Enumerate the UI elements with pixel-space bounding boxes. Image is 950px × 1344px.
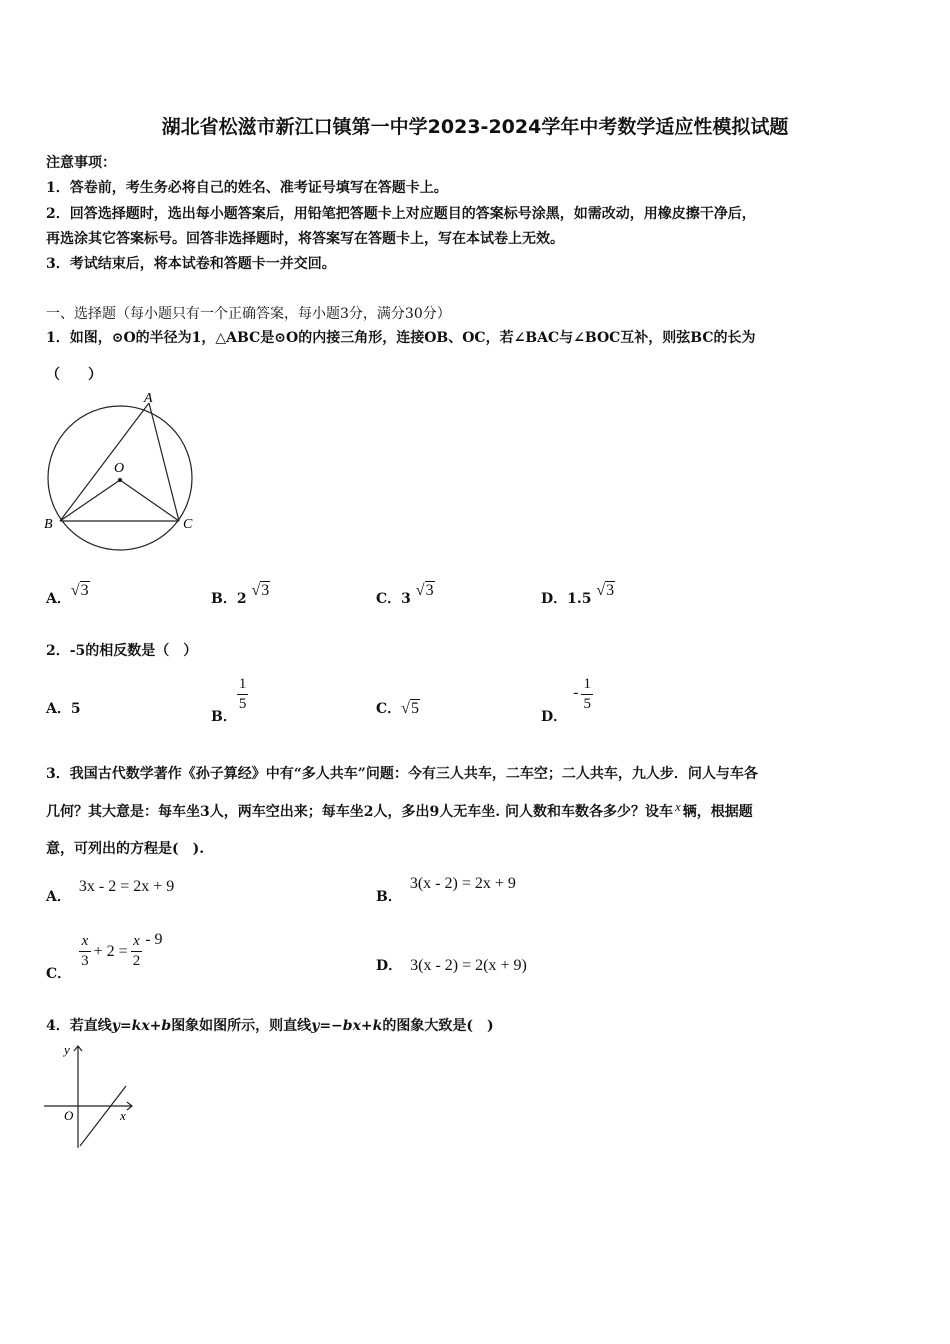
center-point — [118, 478, 122, 482]
notice-heading: 注意事项： — [46, 155, 116, 171]
q3-option-b[interactable]: B．3(x - 2) = 2x + 9 — [376, 875, 516, 905]
fraction-x-over-2: $\frac{x}{2}$ — [132, 933, 141, 969]
sqrt-3: √3 — [70, 582, 89, 599]
q3-option-c[interactable]: C． $\frac{x}{3}$ + 2 = $\frac{x}{2}$ - 9 — [46, 930, 163, 982]
q3-equation-a: 3x - 2 = 2x + 9 — [78, 878, 175, 895]
page-title: 湖北省松滋市新江口镇第一中学2023-2024学年中考数学适应性模拟试题 — [161, 116, 789, 138]
q1-option-b-label: B． — [211, 591, 237, 607]
q2-text: 2．-5的相反数是（ ） — [46, 643, 198, 659]
section-heading: 一、选择题（每小题只有一个正确答案，每小题3分，满分30分） — [46, 306, 451, 322]
q1-text: 1．如图，⊙O的半径为1，△ABC是⊙O的内接三角形，连接OB、OC，若∠BAC与∠BOC互补，则弦BC的长为 — [46, 330, 756, 346]
q2-option-a[interactable]: A．5 — [46, 701, 81, 717]
segment-ob — [60, 480, 120, 521]
q1-blank: （ ） — [46, 367, 102, 383]
label-o: O — [114, 461, 125, 476]
notice-item-1: 1．答卷前，考生务必将自己的姓名、准考证号填写在答题卡上。 — [46, 180, 448, 196]
notice-item-3: 3．考试结束后，将本试卷和答题卡一并交回。 — [46, 256, 336, 272]
fraction-x-over-3: $\frac{x}{3}$ — [81, 933, 89, 969]
q3-line-3: 意，可列出的方程是( ). — [46, 841, 205, 857]
q3-equation-b: 3(x - 2) = 2x + 9 — [409, 875, 516, 892]
sqrt-3: √3 — [596, 582, 615, 599]
label-y: y — [64, 1042, 70, 1057]
label-x: x — [120, 1108, 126, 1123]
q1-option-d[interactable]: D．1.5 √3 — [541, 582, 615, 607]
q3-line-2: 几何？其大意是：每车坐3人，两车空出来；每车坐2人，多出9人无车坐. 问人数和车数各多少？设车 x 辆，根据题 — [46, 799, 753, 820]
q3-equation-d: 3(x - 2) = 2(x + 9) — [410, 957, 527, 974]
fraction-one-fifth: $\frac{1}{5}$ — [238, 676, 247, 712]
notice-item-2: 2．回答选择题时，选出每小题答案后，用铅笔把答题卡上对应题目的答案标号涂黑，如需改动，用橡皮擦干净后， — [46, 206, 756, 222]
sqrt-3: √3 — [415, 582, 434, 599]
notice-item-2-cont: 再选涂其它答案标号。回答非选择题时，将答案写在答题卡上，写在本试卷上无效。 — [46, 231, 564, 247]
chord-ab — [60, 403, 149, 521]
fraction-one-fifth: $\frac{1}{5}$ — [583, 676, 591, 712]
label-origin: O — [64, 1108, 74, 1123]
label-b: B — [44, 517, 53, 532]
q3-option-a[interactable]: A．3x - 2 = 2x + 9 — [46, 878, 175, 905]
q1-option-a-label: A． — [46, 591, 71, 607]
q1-option-c-label: C． — [376, 591, 402, 607]
q3-option-d[interactable]: D． 3(x - 2) = 2(x + 9) — [376, 957, 527, 974]
q4-line-graph — [40, 1040, 140, 1152]
sqrt-3: √3 — [251, 582, 270, 599]
q4-text: 4．若直线y=kx+b图象如图所示，则直线y=−bx+k的图象大致是( ) — [46, 1018, 494, 1034]
q1-option-d-label: D． — [541, 591, 568, 607]
q2-option-d[interactable]: D．- $\frac{1}{5}$ — [541, 676, 591, 725]
sqrt-5: √5 — [401, 700, 419, 717]
q1-option-c[interactable]: C．3 √3 — [376, 582, 434, 607]
q3-line-1: 3．我国古代数学著作《孙子算经》中有“多人共车”问题：今有三人共车，二车空；二人共车，九人步．问人与车各 — [46, 766, 758, 782]
label-c: C — [183, 517, 193, 532]
q2-option-c[interactable]: C．√5 — [376, 700, 419, 717]
label-a: A — [144, 391, 153, 406]
q1-circle-figure — [40, 388, 205, 558]
q1-option-b[interactable]: B．2 √3 — [211, 582, 270, 607]
q2-option-b[interactable]: B． $\frac{1}{5}$ — [211, 676, 247, 725]
q1-option-a[interactable] — [46, 582, 90, 608]
